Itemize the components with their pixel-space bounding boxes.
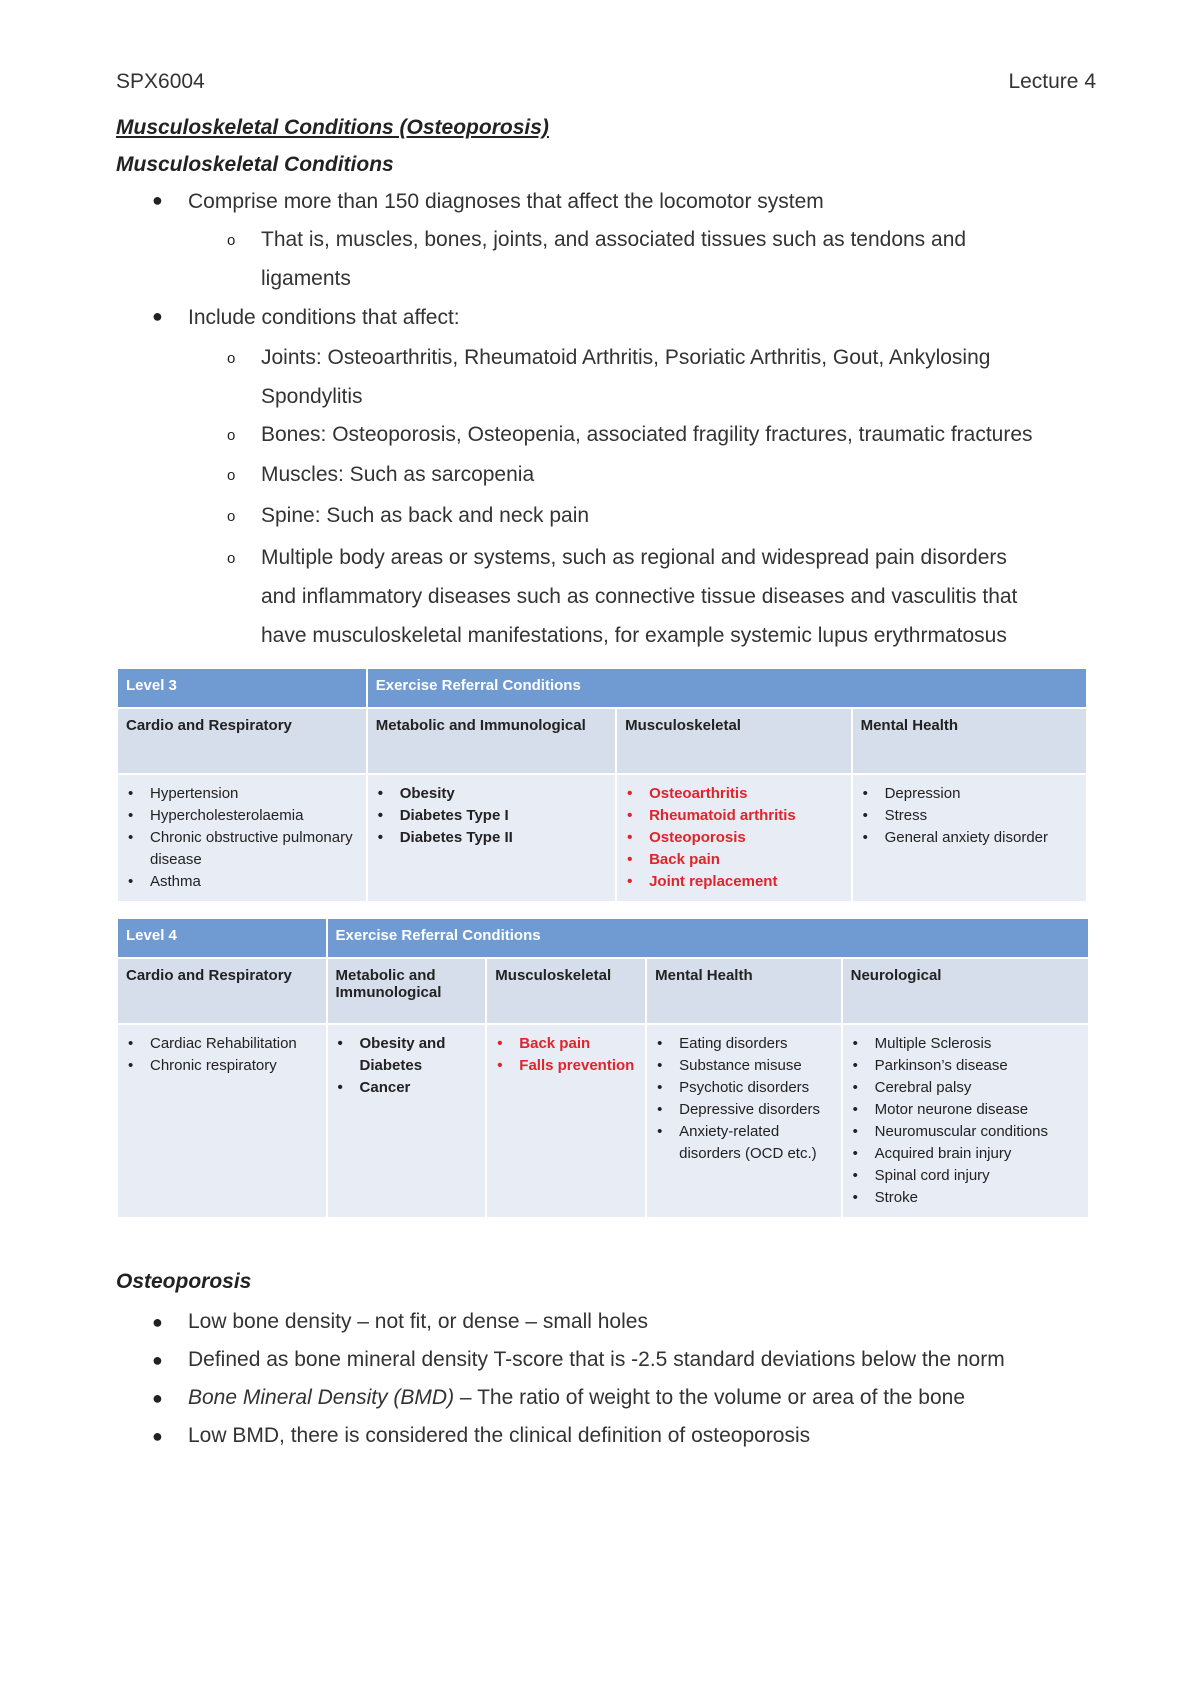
level3-table: [116, 667, 1088, 903]
column-header: Musculoskeletal: [616, 708, 852, 774]
bullet-text: Low bone density – not fit, or dense – small holes: [188, 1310, 648, 1333]
list-item: • Hypertension: [126, 783, 358, 805]
bullet-text: Comprise more than 150 diagnoses that affect the locomotor system: [188, 190, 824, 213]
column-header: Metabolic and Immunological: [367, 708, 616, 774]
list-item: • Asthma: [126, 871, 358, 893]
column-header: Mental Health: [852, 708, 1087, 774]
list-item: • Anxiety-related disorders (OCD etc.): [655, 1121, 833, 1165]
section-heading-osteoporosis: Osteoporosis: [116, 1270, 252, 1293]
sub-bullet-text: Bones: Osteoporosis, Osteopenia, associated fragility fractures, traumatic fractures: [261, 423, 1033, 446]
level4-table: [116, 917, 1090, 1219]
list-item: • Depressive disorders: [655, 1099, 833, 1121]
sub-bullet-icon: o: [227, 467, 236, 484]
list-item: • Multiple Sclerosis: [851, 1033, 1080, 1055]
bullet-icon: ●: [152, 306, 163, 326]
sub-bullet-text: Multiple body areas or systems, such as regional and widespread pain disorders: [261, 546, 1007, 569]
list-item: • Obesity and Diabetes: [336, 1033, 478, 1077]
list-item: • Chronic respiratory: [126, 1055, 318, 1077]
list-item: • Cancer: [336, 1077, 478, 1099]
column-header: Musculoskeletal: [486, 958, 646, 1024]
column-header: Neurological: [842, 958, 1089, 1024]
sub-bullet-icon: o: [227, 232, 236, 249]
column-header: Metabolic and Immunological: [327, 958, 487, 1024]
bullet-icon: ●: [152, 1426, 163, 1446]
bmd-definition: – The ratio of weight to the volume or area of the bone: [454, 1386, 966, 1409]
list-item: • Diabetes Type I: [376, 805, 607, 827]
section-heading-musculoskeletal: Musculoskeletal Conditions: [116, 153, 394, 176]
bullet-icon: ●: [152, 1312, 163, 1332]
list-item: • Parkinson’s disease: [851, 1055, 1080, 1077]
sub-bullet-text: Spine: Such as back and neck pain: [261, 504, 590, 527]
table-cell: [842, 1024, 1089, 1218]
list-item: • Cerebral palsy: [851, 1077, 1080, 1099]
list-item: • Obesity: [376, 783, 607, 805]
list-item: • General anxiety disorder: [861, 827, 1078, 849]
list-item: • Back pain: [495, 1033, 637, 1055]
sub-bullet-text: have musculoskeletal manifestations, for example systemic lupus erythrmatosus: [261, 624, 1007, 647]
table-level-label: Level 3: [117, 668, 367, 708]
list-item: • Chronic obstructive pulmonary disease: [126, 827, 358, 871]
sub-bullet-text: Muscles: Such as sarcopenia: [261, 463, 535, 486]
list-item: • Eating disorders: [655, 1033, 833, 1055]
course-code: SPX6004: [116, 70, 205, 93]
list-item: • Falls prevention: [495, 1055, 637, 1077]
table-cell: [117, 1024, 327, 1218]
column-header: Cardio and Respiratory: [117, 958, 327, 1024]
table-cell: [646, 1024, 842, 1218]
lecture-label: Lecture 4: [1008, 70, 1096, 93]
table-cell: [486, 1024, 646, 1218]
table-cell: [327, 1024, 487, 1218]
list-item: • Neuromuscular conditions: [851, 1121, 1080, 1143]
list-item: • Substance misuse: [655, 1055, 833, 1077]
bmd-term: Bone Mineral Density (BMD): [188, 1386, 455, 1409]
page-title: Musculoskeletal Conditions (Osteoporosis): [116, 116, 549, 139]
sub-bullet-icon: o: [227, 508, 236, 525]
list-item: • Cardiac Rehabilitation: [126, 1033, 318, 1055]
sub-bullet-icon: o: [227, 427, 236, 444]
list-item: • Stress: [861, 805, 1078, 827]
sub-bullet-text: That is, muscles, bones, joints, and associated tissues such as tendons and: [261, 228, 967, 251]
list-item: • Joint replacement: [625, 871, 843, 893]
list-item: • Back pain: [625, 849, 843, 871]
bullet-text: Defined as bone mineral density T-score that is -2.5 standard deviations below the norm: [188, 1348, 1005, 1371]
table-header-label: Exercise Referral Conditions: [327, 918, 1089, 958]
sub-bullet-icon: o: [227, 350, 236, 367]
table-cell: [117, 774, 367, 902]
table-level-label: Level 4: [117, 918, 327, 958]
list-item: • Stroke: [851, 1187, 1080, 1209]
list-item: • Depression: [861, 783, 1078, 805]
table-cell: [616, 774, 852, 902]
list-item: • Diabetes Type II: [376, 827, 607, 849]
sub-bullet-text: Spondylitis: [261, 385, 363, 408]
bullet-text: Low BMD, there is considered the clinical definition of osteoporosis: [188, 1424, 811, 1447]
sub-bullet-text: Joints: Osteoarthritis, Rheumatoid Arthritis, Psoriatic Arthritis, Gout, Ankylosing: [261, 346, 991, 369]
bullet-icon: ●: [152, 1350, 163, 1370]
list-item: • Rheumatoid arthritis: [625, 805, 843, 827]
bullet-text: Include conditions that affect:: [188, 306, 460, 329]
bullet-icon: ●: [152, 1388, 163, 1408]
list-item: • Acquired brain injury: [851, 1143, 1080, 1165]
sub-bullet-text: ligaments: [261, 267, 351, 290]
table-header-label: Exercise Referral Conditions: [367, 668, 1087, 708]
list-item: • Hypercholesterolaemia: [126, 805, 358, 827]
list-item: • Osteoarthritis: [625, 783, 843, 805]
column-header: Cardio and Respiratory: [117, 708, 367, 774]
table-cell: [367, 774, 616, 902]
sub-bullet-text: and inflammatory diseases such as connective tissue diseases and vasculitis that: [261, 585, 1018, 608]
table-cell: [852, 774, 1087, 902]
list-item: • Osteoporosis: [625, 827, 843, 849]
list-item: • Spinal cord injury: [851, 1165, 1080, 1187]
column-header: Mental Health: [646, 958, 842, 1024]
bullet-icon: ●: [152, 190, 163, 210]
list-item: • Psychotic disorders: [655, 1077, 833, 1099]
bullet-text: [188, 1386, 965, 1410]
list-item: • Motor neurone disease: [851, 1099, 1080, 1121]
sub-bullet-icon: o: [227, 550, 236, 567]
